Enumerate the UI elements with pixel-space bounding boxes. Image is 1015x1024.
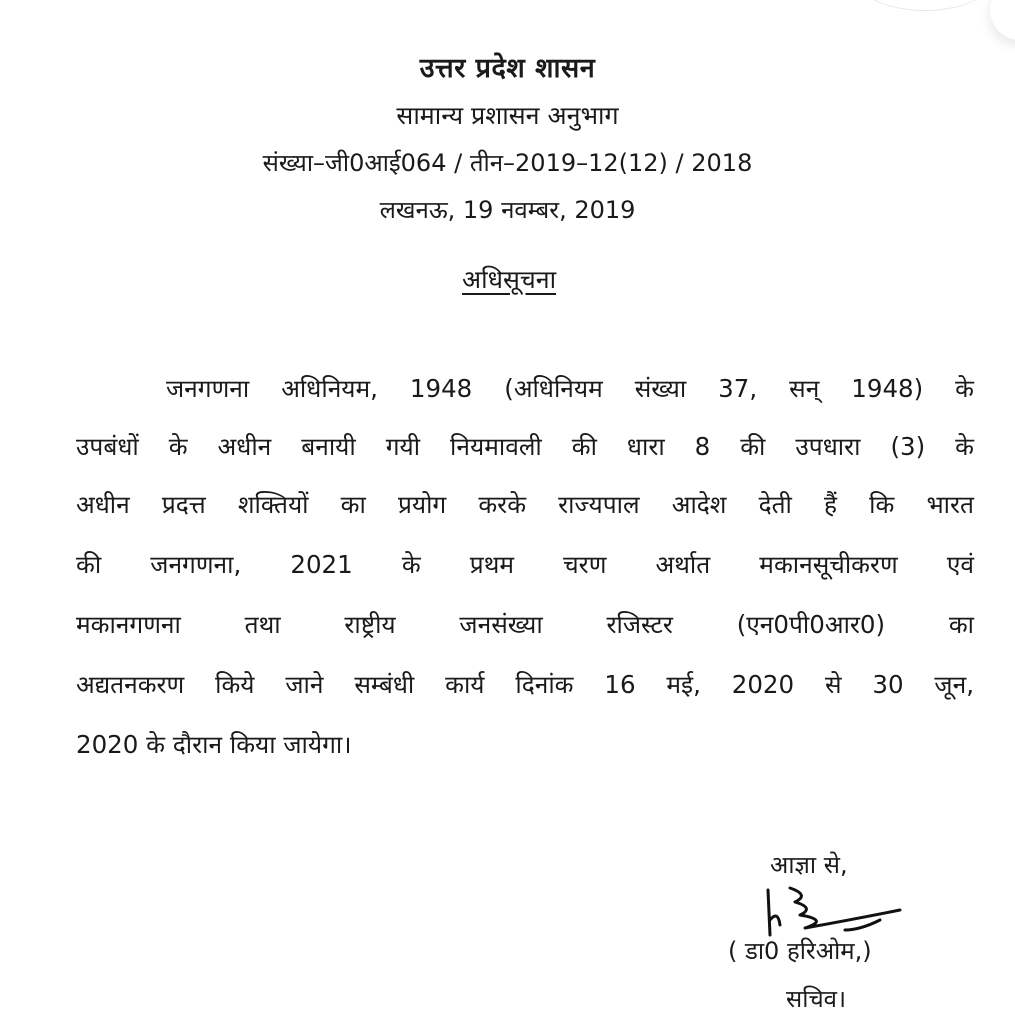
body-line: जनगणना अधिनियम, 1948 (अधिनियम संख्या 37, सन् 1948) के (166, 374, 974, 403)
body-line: मकानगणना तथा राष्ट्रीय जनसंख्या रजिस्टर (एन0पी0आर0) का (76, 610, 974, 639)
corner-shadow (990, 0, 1015, 40)
signature-icon (760, 880, 910, 940)
department-name: सामान्य प्रशासन अनुभाग (396, 101, 619, 130)
body-line: अद्यतनकरण किये जाने सम्बंधी कार्य दिनांक 16 मई, 2020 से 30 जून, (76, 670, 974, 699)
reference-number: संख्या–जी0आई064 / तीन–2019–12(12) / 2018 (262, 149, 753, 177)
body-line: उपबंधों के अधीन बनायी गयी नियमावली की धारा 8 की उपधारा (3) के (76, 432, 974, 461)
body-line: की जनगणना, 2021 के प्रथम चरण अर्थात मकानसूचीकरण एवं (76, 550, 974, 579)
body-line: अधीन प्रदत्त शक्तियों का प्रयोग करके राज्यपाल आदेश देती हैं कि भारत (76, 490, 974, 519)
by-order-text: आज्ञा से, (770, 851, 848, 879)
notification-title: अधिसूचना (462, 265, 557, 294)
corner-arc (850, 0, 1000, 11)
signatory-name: ( डा0 हरिओम,) (728, 937, 872, 965)
government-title: उत्तर प्रदेश शासन (419, 53, 596, 84)
body-line: 2020 के दौरान किया जायेगा। (76, 730, 352, 759)
signatory-designation: सचिव। (786, 985, 847, 1013)
place-and-date: लखनऊ, 19 नवम्बर, 2019 (379, 196, 636, 224)
